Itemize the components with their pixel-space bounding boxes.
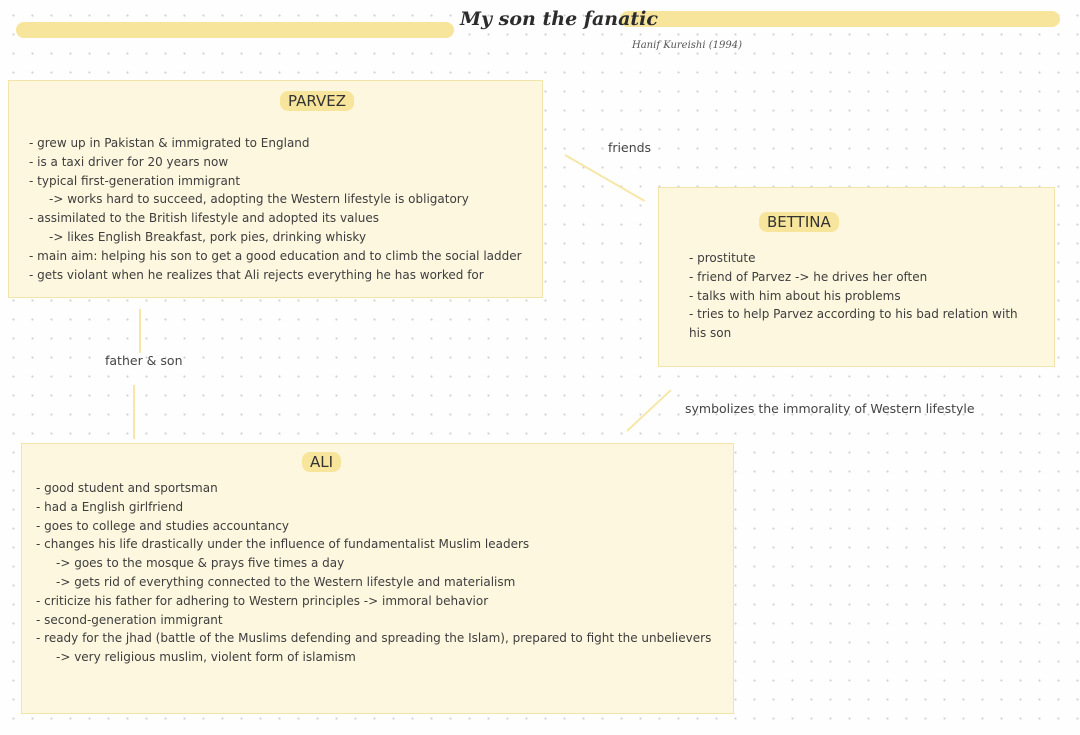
- page-title: My son the fanatic: [460, 8, 658, 30]
- connector-parvez-bettina: [565, 154, 646, 202]
- list-item: - prostitute: [689, 251, 756, 265]
- list-item: - is a taxi driver for 20 years now: [29, 154, 229, 169]
- bettina-lines: [689, 249, 1034, 343]
- list-item: -> gets rid of everything connected to the Western lifestyle and materialism: [56, 574, 516, 589]
- list-item: -> likes English Breakfast, pork pies, drinking whisky: [49, 229, 367, 244]
- list-item: -> works hard to succeed, adopting the Western lifestyle is obligatory: [49, 192, 469, 207]
- list-item: -> very religious muslim, violent form of islamism: [56, 650, 356, 665]
- card-parvez: [8, 80, 543, 298]
- list-item: - had a English girlfriend: [36, 499, 184, 514]
- list-item: - changes his life drastically under the influence of fundamentalist Muslim leaders: [36, 537, 530, 552]
- title-highlight-left: [16, 22, 454, 38]
- relation-label-father-son: father & son: [105, 353, 183, 368]
- list-item: - criticize his father for adhering to Western principles -> immoral behavior: [36, 593, 489, 608]
- title-highlight-right: [620, 11, 1060, 27]
- list-item: - typical first-generation immigrant: [29, 173, 241, 188]
- connector-parvez-ali-top: [139, 309, 141, 353]
- list-item: - goes to college and studies accountancy: [36, 518, 290, 533]
- list-item: - main aim: helping his son to get a good education and to climb the social ladder: [29, 248, 522, 263]
- list-item: - ready for the jhad (battle of the Muslims defending and spreading the Islam), prepared to fight the unbelievers: [36, 631, 712, 646]
- connector-parvez-ali-bottom: [133, 385, 135, 439]
- card-bettina: [658, 187, 1055, 367]
- list-item: -> goes to the mosque & prays five times a day: [56, 556, 345, 571]
- list-item: - gets violant when he realizes that Ali rejects everything he has worked for: [29, 267, 484, 282]
- card-title-parvez: PARVEZ: [280, 91, 354, 111]
- list-item: - grew up in Pakistan & immigrated to England: [29, 136, 310, 150]
- relation-label-symbolizes: symbolizes the immorality of Western lifestyle: [685, 401, 975, 416]
- relation-label-friends: friends: [608, 140, 652, 155]
- ali-lines: [36, 479, 711, 667]
- list-item: - tries to help Parvez according to his bad relation with his son: [689, 307, 1018, 341]
- connector-bettina-ali: [626, 389, 671, 431]
- list-item: - good student and sportsman: [36, 481, 218, 495]
- author-credit: Hanif Kureishi (1994): [632, 40, 742, 51]
- card-ali: [21, 443, 734, 714]
- list-item: - friend of Parvez -> he drives her often: [689, 269, 928, 284]
- card-title-ali: ALI: [302, 452, 341, 472]
- list-item: - assimilated to the British lifestyle and adopted its values: [29, 211, 379, 226]
- list-item: - talks with him about his problems: [689, 288, 901, 303]
- list-item: - second-generation immigrant: [36, 612, 223, 627]
- card-title-bettina: BETTINA: [759, 212, 839, 232]
- parvez-lines: [29, 134, 522, 284]
